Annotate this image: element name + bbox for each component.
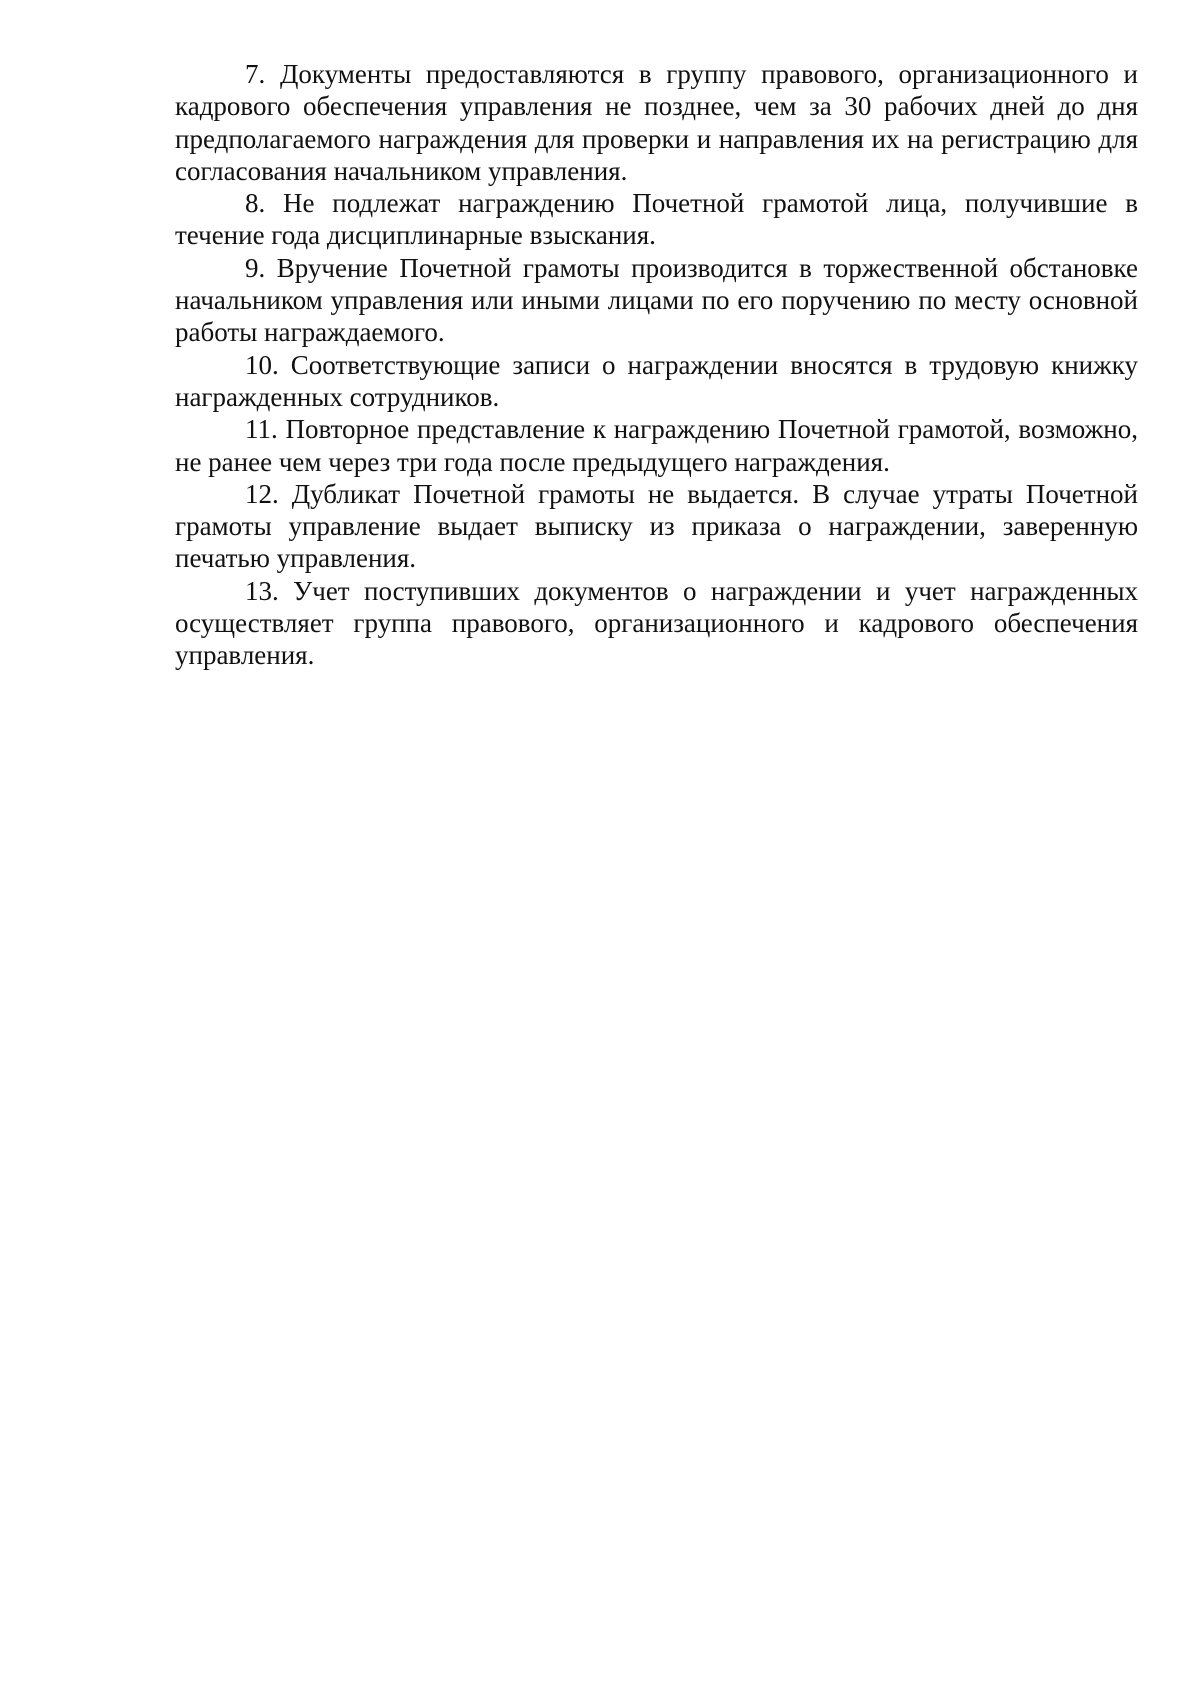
paragraph-8: 8. Не подлежат награждению Почетной грамотой лица, получившие в течение года дисциплинарные взыскания. (175, 188, 1138, 251)
document-body (175, 58, 1138, 672)
paragraph-7: 7. Документы предоставляются в группу правового, организационного и кадрового обеспечения управления не позднее, чем за 30 рабочих дней до дня предполагаемого награждения для проверки и направления их на регистрацию для согласования начальником управления. (175, 59, 1138, 186)
paragraph-9: 9. Вручение Почетной грамоты производится в торжественной обстановке начальником управления или иными лицами по его поручению по месту основной работы награждаемого. (175, 252, 1138, 348)
paragraph-13: 13. Учет поступивших документов о награждении и учет награжденных осуществляет группа правового, организационного и кадрового обеспечения управления. (175, 575, 1138, 671)
paragraph-10: 10. Соответствующие записи о награждении вносятся в трудовую книжку награжденных сотрудников. (175, 349, 1138, 412)
paragraph-12: 12. Дубликат Почетной грамоты не выдается. В случае утраты Почетной грамоты управление выдает выписку из приказа о награждении, заверенную печатью управления. (175, 478, 1138, 574)
paragraph-11: 11. Повторное представление к награждению Почетной грамотой, возможно, не ранее чем через три года после предыдущего награждения. (175, 414, 1138, 477)
